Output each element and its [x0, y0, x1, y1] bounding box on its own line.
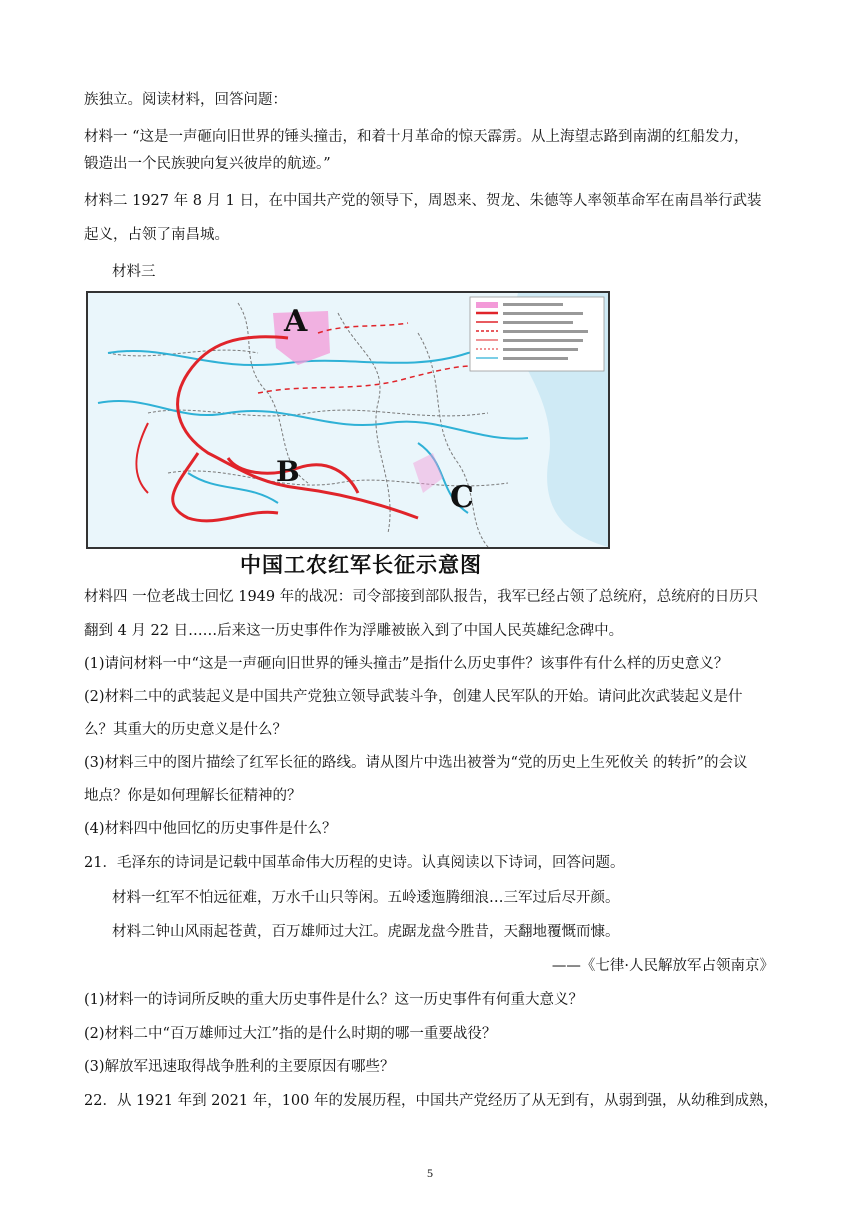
after-line-0: 材料四 一位老战士回忆 1949 年的战况：司令部接到部队报告，我军已经占领了总统府，总统府的日历只: [84, 589, 759, 605]
long-march-map: [86, 291, 610, 549]
question-3-cont: 地点？你是如何理解长征精神的？: [84, 788, 302, 804]
problem-21: 21．毛泽东的诗词是记载中国革命伟大历程的史诗。认真阅读以下诗词，回答问题。: [84, 855, 625, 871]
poem-material-1: 材料一红军不怕远征难，万水千山只等闲。五岭逶迤腾细浪…三军过后尽开颜。: [112, 890, 620, 906]
q21-2: (2)材料二中“百万雄师过大江”指的是什么时期的哪一重要战役？: [84, 1026, 497, 1042]
line-2: 锻造出一个民族驶向复兴彼岸的航迹。”: [84, 156, 331, 172]
map-label-a: A: [284, 304, 308, 339]
q21-1: (1)材料一的诗词所反映的重大历史事件是什么？这一历史事件有何重大意义？: [84, 992, 584, 1008]
map-label-c: C: [450, 480, 474, 515]
line-1: 材料一 “这是一声砸向旧世界的锤头撞击，和着十月革命的惊天霹雳。从上海望志路到南湖的红船发力，: [84, 129, 749, 145]
page-number: 5: [427, 1166, 433, 1180]
map-caption-text: 中国工农红军长征示意图: [240, 553, 482, 577]
after-line-1: 翻到 4 月 22 日……后来这一历史事件作为浮雕被嵌入到了中国人民英雄纪念碑中。: [84, 623, 624, 639]
question-2-cont: 么？其重大的历史意义是什么？: [84, 722, 287, 738]
map-svg: [88, 293, 608, 547]
poem-material-2: 材料二钟山风雨起苍黄，百万雄师过大江。虎踞龙盘今胜昔，天翻地覆慨而慷。: [112, 924, 620, 940]
question-2: (2)材料二中的武装起义是中国共产党独立领导武装斗争，创建人民军队的开始。请问此次武装起义是什: [84, 689, 743, 705]
line-4: 起义，占领了南昌城。: [84, 227, 229, 243]
map-legend: [470, 297, 604, 371]
q21-3: (3)解放军迅速取得战争胜利的主要原因有哪些？: [84, 1059, 395, 1075]
poem-source: ——《七律·人民解放军占领南京》: [551, 958, 774, 974]
map-caption: [166, 553, 556, 577]
map-label-b: B: [276, 455, 300, 488]
line-3: 材料二 1927 年 8 月 1 日，在中国共产党的领导下，周恩来、贺龙、朱德等人率领革命军在南昌举行武装: [84, 193, 762, 209]
line-0: 族独立。阅读材料，回答问题：: [84, 92, 287, 108]
question-4: (4)材料四中他回忆的历史事件是什么？: [84, 821, 337, 837]
problem-22: 22．从 1921 年到 2021 年，100 年的发展历程，中国共产党经历了从无到有，从弱到强，从幼稚到成熟，: [84, 1093, 778, 1109]
question-1: (1)请问材料一中“这是一声砸向旧世界的锤头撞击”是指什么历史事件？该事件有什么样的历史意义？: [84, 656, 729, 672]
question-3: (3)材料三中的图片描绘了红军长征的路线。请从图片中选出被誉为“党的历史上生死攸关 的转折”的会议: [84, 755, 748, 771]
line-5: 材料三: [112, 264, 156, 280]
